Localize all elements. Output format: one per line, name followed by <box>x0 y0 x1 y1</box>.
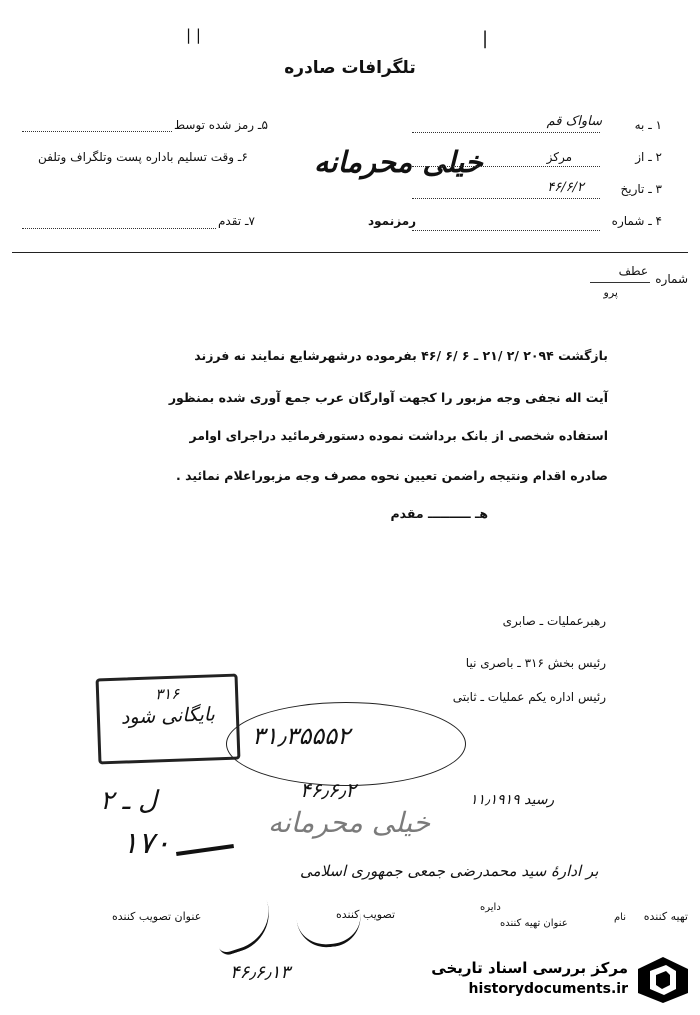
approver-title-label: عنوان تصویب کننده <box>112 910 202 923</box>
prepared-by-label: تهیه کننده <box>643 910 688 923</box>
date-label: ۳ ـ تاریخ <box>620 182 662 196</box>
reference-atf-label: عطف <box>618 264 648 278</box>
ops-head: رهبرعملیات ـ صابری <box>502 614 606 628</box>
date-dotted-line <box>412 198 600 199</box>
archive-stamp-text: بایگانی شود <box>120 703 216 729</box>
message-line-4: صادره اقدام ونتیجه راضمن تعیین نحوه مصرف وجه مزبوراعلام نمائید . <box>176 468 608 483</box>
signature-scribble-2 <box>297 913 364 951</box>
delivery-time-label: ۶ـ وقت تسلیم باداره پست وتلگراف وتلفن <box>38 150 248 164</box>
handwritten-number-left: ۱۷۰ <box>122 826 171 861</box>
department-label: دایره <box>480 902 501 913</box>
message-line-2: آیت اله نجفی وجه مزبور را کجهت آوارگان عرب جمع آوری شده بمنظور <box>168 390 608 405</box>
message-line-3: استفاده شخصی از بانک برداشت نموده دستورفرمائید دراجرای اوامر <box>189 428 608 443</box>
page-title: تلگرافات صادره <box>284 58 416 78</box>
from-dotted-line <box>412 166 600 167</box>
to-dotted-line <box>412 132 600 133</box>
reference-rule <box>590 282 650 283</box>
message-line-5: هـ ــــــــــ مقدم <box>390 506 488 521</box>
from-value: مرکز <box>546 150 572 164</box>
number-label: ۴ ـ شماره <box>611 214 662 228</box>
signature-scribble-1 <box>209 898 279 957</box>
admin-head: رئیس اداره یکم عملیات ـ ثابتی <box>452 690 606 704</box>
brand-url: historydocuments.ir <box>468 981 628 997</box>
encoded-by-label: ۵ـ رمز شده توسط <box>174 118 268 132</box>
handwritten-receipt: رسید ۱۱٫۱۹۱۹ <box>470 792 555 808</box>
cipher-mark: رمزنمود <box>368 214 417 228</box>
scribble-strike <box>176 844 234 856</box>
header-divider <box>12 252 688 253</box>
encoded-by-dotted-line <box>22 131 172 132</box>
archive-stamp-number: ۳۱۶ <box>154 684 180 704</box>
date-value: ۴۶/۶/۲ <box>547 180 584 195</box>
priority-dotted-line <box>22 228 216 229</box>
archive-stamp <box>96 674 241 765</box>
handwritten-note: بر ادارۀ سید محمدرضی جمعی جمهوری اسلامی <box>300 862 599 880</box>
reference-number-label: شماره <box>655 272 688 286</box>
prepared-name-label: نام <box>613 912 626 923</box>
top-marks: | | <box>186 26 201 44</box>
to-label: ۱ ـ به <box>634 118 662 132</box>
approver-label: تصویب کننده <box>336 908 396 921</box>
handwritten-confidential: خیلی محرمانه <box>268 806 431 839</box>
priority-label: ۷ـ تقدم <box>218 214 255 228</box>
brand-name: مرکز بررسی اسناد تاریخی <box>431 959 628 977</box>
to-value: ساواک قم <box>546 114 602 129</box>
message-line-1: بازگشت ۲۰۹۴ /۲ /۲۱ ـ ۶ /۶ /۴۶ بفرموده درشهرشایع نمایند نه فرزند <box>194 348 608 363</box>
prepared-title-label: عنوان تهیه کننده <box>500 918 568 929</box>
top-mark-right: | <box>482 28 489 49</box>
handwritten-ref-left: ل ـ ۲ <box>100 786 158 816</box>
reference-parvandeh-label: پرو <box>603 286 618 299</box>
from-confidential-stamp: خیلی محرمانه <box>314 145 483 179</box>
handwritten-bottom-date: ۴۶٫۶٫۱۳ <box>230 962 291 983</box>
from-label: ۲ ـ از <box>635 150 662 164</box>
brand-watermark <box>412 955 690 1005</box>
brand-logo-icon <box>636 955 690 1005</box>
number-dotted-line <box>412 230 600 231</box>
handwritten-date: ۴۶٫۶٫۲ <box>300 778 356 802</box>
section-head: رئیس بخش ۳۱۶ ـ باصری نیا <box>465 656 606 670</box>
ellipse-number: ۳۱٫۳۵۵۵۲ <box>252 722 351 750</box>
